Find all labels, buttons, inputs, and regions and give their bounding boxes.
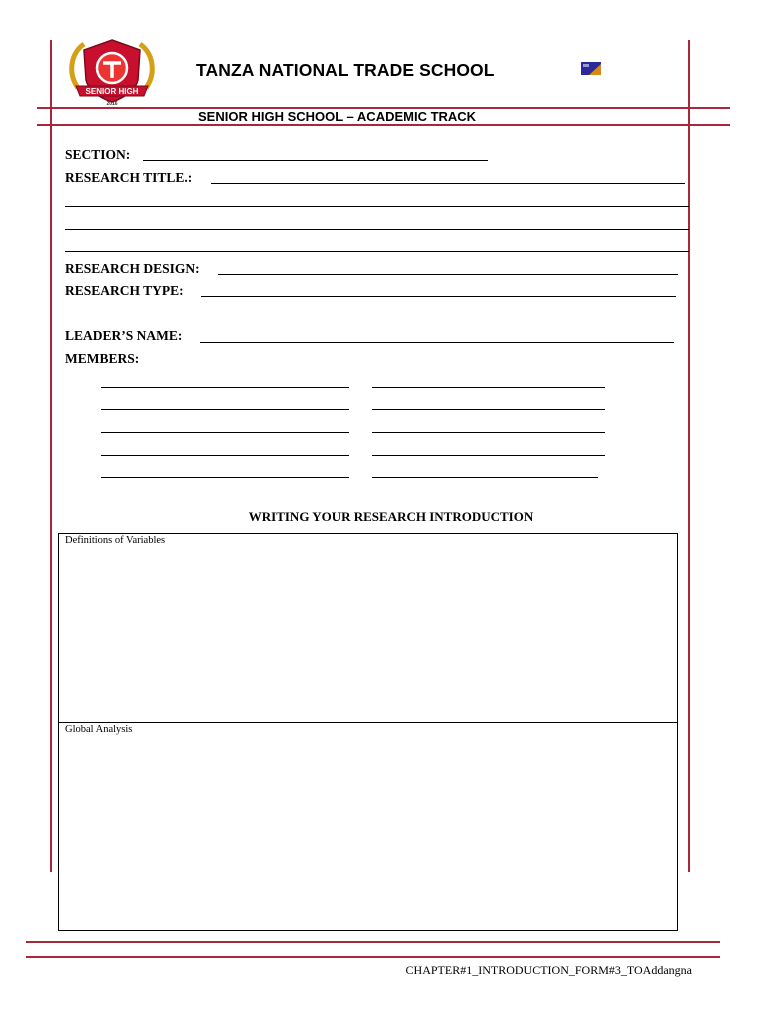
footer-line-bottom	[26, 956, 720, 958]
section-field[interactable]	[143, 160, 488, 161]
member-field[interactable]	[101, 409, 349, 410]
header-line-bottom	[37, 124, 730, 126]
footer-line-top	[26, 941, 720, 943]
members-label: MEMBERS:	[65, 351, 140, 366]
member-field[interactable]	[101, 455, 349, 456]
global-analysis-box[interactable]	[58, 722, 678, 931]
member-field[interactable]	[372, 432, 605, 433]
school-logo	[64, 36, 160, 108]
research-title-label: RESEARCH TITLE.:	[65, 170, 193, 185]
research-type-label: RESEARCH TYPE:	[65, 283, 184, 298]
left-margin-line	[50, 40, 52, 872]
track-title: SENIOR HIGH SCHOOL – ACADEMIC TRACK	[198, 109, 477, 124]
footer-text: CHAPTER#1_INTRODUCTION_FORM#3_TOAddangna	[405, 963, 692, 977]
member-field[interactable]	[372, 409, 605, 410]
research-title-line-2[interactable]	[65, 206, 689, 207]
research-type-field[interactable]	[201, 296, 676, 297]
member-field[interactable]	[101, 387, 349, 388]
research-design-label: RESEARCH DESIGN:	[65, 261, 200, 276]
section-label: SECTION:	[65, 147, 131, 162]
research-title-line-4[interactable]	[65, 251, 689, 252]
right-margin-line	[688, 40, 690, 872]
member-field[interactable]	[101, 432, 349, 433]
member-field[interactable]	[101, 477, 349, 478]
definitions-label: Definitions of Variables	[65, 535, 166, 546]
research-title-field[interactable]	[211, 183, 685, 184]
school-name: TANZA NATIONAL TRADE SCHOOL	[196, 60, 495, 80]
global-analysis-label: Global Analysis	[65, 724, 133, 735]
intro-heading: WRITING YOUR RESEARCH INTRODUCTION	[248, 509, 534, 524]
member-field[interactable]	[372, 477, 598, 478]
member-field[interactable]	[372, 455, 605, 456]
research-title-line-3[interactable]	[65, 229, 689, 230]
definitions-box[interactable]	[58, 533, 678, 723]
logo-year-text: 2016	[106, 101, 118, 107]
flag-icon	[581, 62, 601, 75]
logo-ribbon-text: SENIOR HIGH	[85, 87, 139, 96]
member-field[interactable]	[372, 387, 605, 388]
research-design-field[interactable]	[218, 274, 678, 275]
leader-name-field[interactable]	[200, 342, 674, 343]
leader-name-label: LEADER’S NAME:	[65, 328, 183, 343]
